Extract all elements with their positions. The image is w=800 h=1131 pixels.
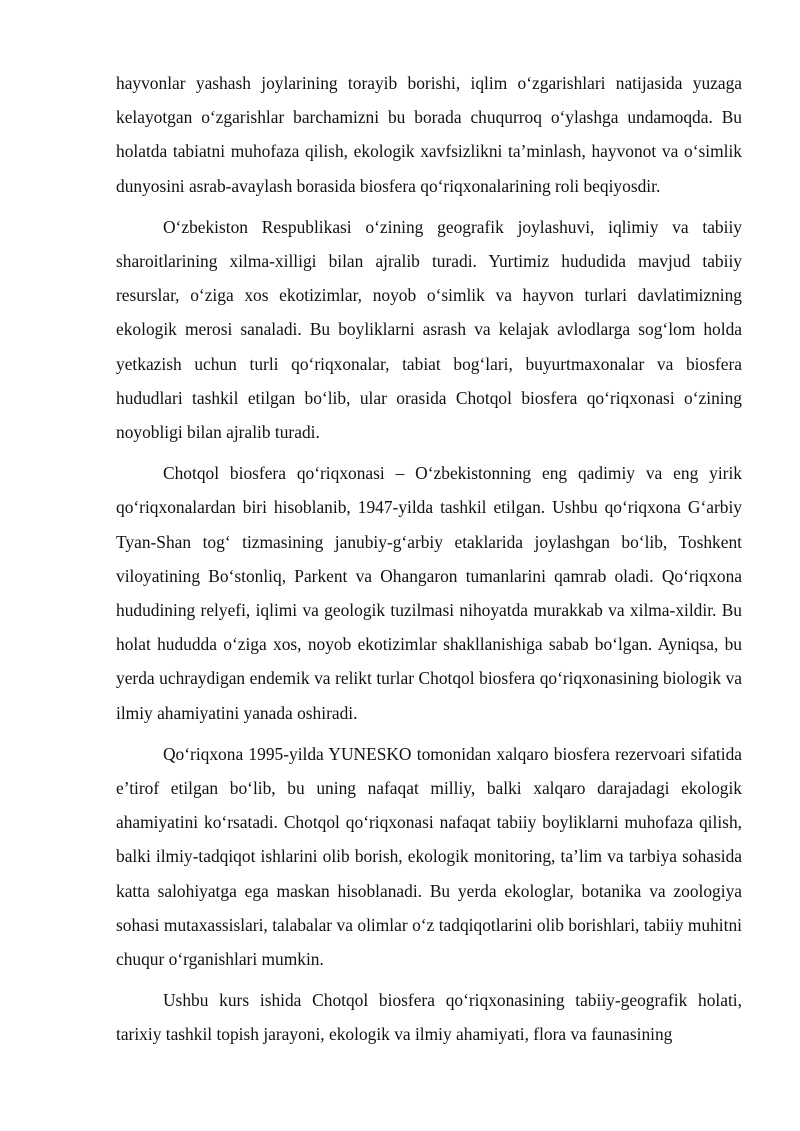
paragraph-1: hayvonlar yashash joylarining torayib borishi, iqlim o‘zgarishlari natijasida yuzaga kelayotgan o‘zgarishlar barchamizni bu borada chuqurroq o‘ylashga undamoqda. Bu holatda tabiatni muhofaza qilish, ekologik xavfsizlikni ta’minlash, hayvonot va o‘simlik dunyosini asrab-avaylash borasida biosfera qo‘riqxonalarining roli beqiyosdir. [116, 73, 742, 196]
paragraph-2: O‘zbekiston Respublikasi o‘zining geografik joylashuvi, iqlimiy va tabiiy sharoitlarining xilma-xilligi bilan ajralib turadi. Yurtimiz hududida mavjud tabiiy resurslar, o‘ziga xos ekotizimlar, noyob o‘simlik va hayvon turlari davlatimizning ekologik merosi sanaladi. Bu boyliklarni asrash va kelajak avlodlarga sog‘lom holda yetkazish uchun turli qo‘riqxonalar, tabiat bog‘lari, buyurtmaxonalar va biosfera hududlari tashkil etilgan bo‘lib, ular orasida Chotqol biosfera qo‘riqxonasi o‘zining noyobligi bilan ajralib turadi. [116, 216, 742, 443]
paragraph-5: Ushbu kurs ishida Chotqol biosfera qo‘riqxonasining tabiiy-geografik holati, tarixiy tashkil topish jarayoni, ekologik va ilmiy ahamiyati, flora va faunasining [116, 990, 742, 1045]
document-page [116, 66, 742, 1052]
paragraph-3: Chotqol biosfera qo‘riqxonasi – O‘zbekistonning eng qadimiy va eng yirik qo‘riqxonalardan biri hisoblanib, 1947-yilda tashkil etilgan. Ushbu qo‘riqxona G‘arbiy Tyan-Shan tog‘ tizmasining janubiy-g‘arbiy etaklarida joylashgan bo‘lib, Toshkent viloyatining Bo‘stonliq, Parkent va Ohangaron tumanlarini qamrab oladi. Qo‘riqxona hududining relyefi, iqlimi va geologik tuzilmasi nihoyatda murakkab va xilma-xildir. Bu holat hududda o‘ziga xos, noyob ekotizimlar shakllanishiga sabab bo‘lgan. Ayniqsa, bu yerda uchraydigan endemik va relikt turlar Chotqol biosfera qo‘riqxonasining biologik va ilmiy ahamiyatini yanada oshiradi. [116, 463, 742, 723]
paragraph-4: Qo‘riqxona 1995-yilda YUNESKO tomonidan xalqaro biosfera rezervoari sifatida e’tirof etilgan bo‘lib, bu uning nafaqat milliy, balki xalqaro darajadagi ekologik ahamiyatini ko‘rsatadi. Chotqol qo‘riqxonasi nafaqat tabiiy boyliklarni muhofaza qilish, balki ilmiy-tadqiqot ishlarini olib borish, ekologik monitoring, ta’lim va tarbiya sohasida katta salohiyatga ega maskan hisoblanadi. Bu yerda ekologlar, botanika va zoologiya sohasi mutaxassislari, talabalar va olimlar o‘z tadqiqotlarini olib borishlari, tabiiy muhitni chuqur o‘rganishlari mumkin. [116, 743, 742, 970]
